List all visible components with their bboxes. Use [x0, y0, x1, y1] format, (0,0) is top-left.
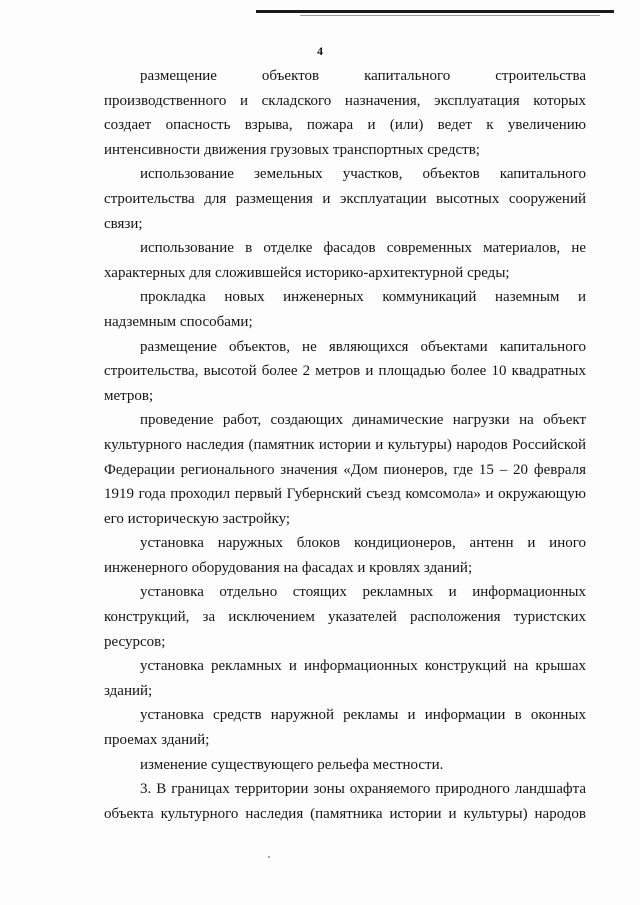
- page-number: 4: [317, 44, 323, 58]
- document-body: [104, 64, 586, 826]
- paragraph-dynamic-loads: проведение работ, создающих динамические нагрузки на объект культурного наследия (памятник истории и культуры) народов Российской Федерации регионального значения «Дом пионеров, где 15 – 20 февраля 1919 года проходил первый Губернский съезд комсомола» и окружающую его историческую застройку;: [104, 412, 586, 527]
- scan-speck: [268, 856, 270, 858]
- paragraph-window-advertising: установка средств наружной рекламы и информации в оконных проемах зданий;: [104, 707, 586, 749]
- paragraph-landscape-zone: 3. В границах территории зоны охраняемого природного ландшафта объекта культурного наследия (памятника истории и культуры) народов: [104, 781, 586, 822]
- paragraph-advertising-structures: установка отдельно стоящих рекламных и информационных конструкций, за исключением указателей расположения туристских ресурсов;: [104, 584, 586, 650]
- paragraph-industrial-objects: размещение объектов капитального строительства производственного и складского назначения, эксплуатация которых создает опасность взрыва, пожара и (или) ведет к увеличению интенсивности движения грузовых транспортных средств;: [104, 68, 586, 158]
- paragraph-engineering-networks: прокладка новых инженерных коммуникаций наземным и надземным способами;: [104, 289, 586, 330]
- paragraph-facade-materials: использование в отделке фасадов современных материалов, не характерных для сложившейся историко-архитектурной среды;: [104, 240, 586, 281]
- paragraph-air-conditioners: установка наружных блоков кондиционеров, антенн и иного инженерного оборудования на фасадах и кровлях зданий;: [104, 535, 586, 576]
- paragraph-rooftop-advertising: установка рекламных и информационных конструкций на крышах зданий;: [104, 658, 586, 699]
- paragraph-non-capital-objects: размещение объектов, не являющихся объектами капитального строительства, высотой более 2 метров и площадью более 10 квадратных метров;: [104, 338, 586, 404]
- top-border-line: [256, 10, 614, 13]
- top-border-shadow: [300, 15, 600, 16]
- paragraph-high-rise-communications: использование земельных участков, объектов капитального строительства для размещения и эксплуатации высотных сооружений связи;: [104, 166, 586, 232]
- paragraph-relief-change: изменение существующего рельефа местности.: [140, 756, 444, 773]
